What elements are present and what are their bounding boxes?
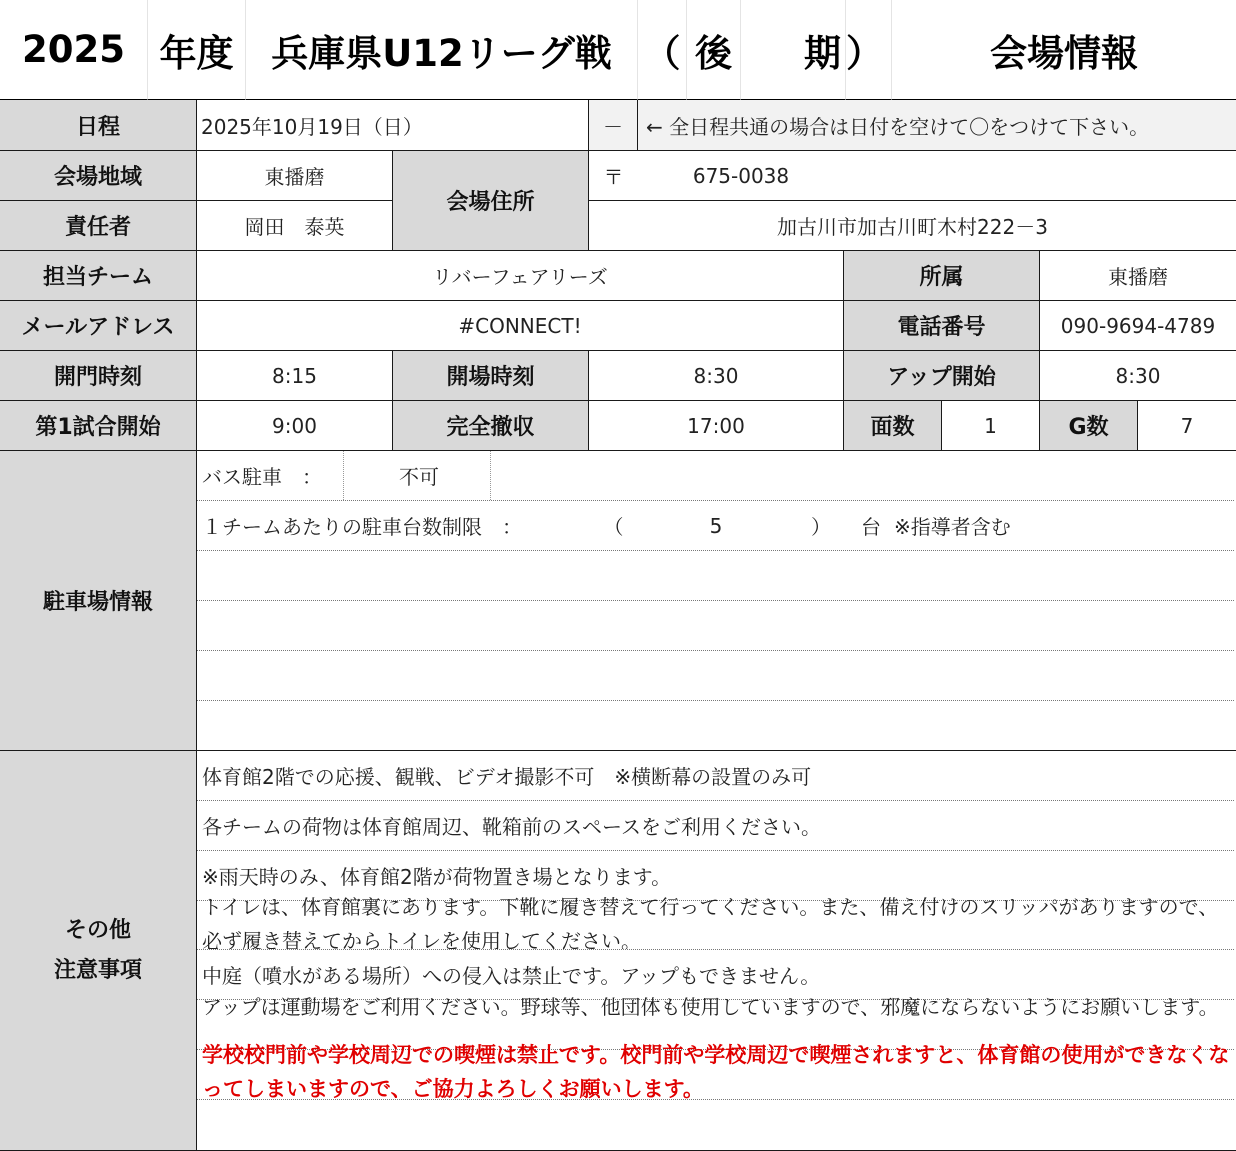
phone-label: 電話番号	[844, 301, 1040, 351]
parking-paren-close: ）	[811, 515, 831, 539]
clear-time-value: 17:00	[589, 401, 844, 451]
schedule-date: 2025年10月19日（日）	[197, 100, 589, 151]
notes-label-line1: その他	[64, 917, 131, 943]
email-value: #CONNECT!	[197, 301, 844, 351]
notes-label-line2: 注意事項	[53, 957, 142, 983]
note-line: アップは運動場をご利用ください。野球等、他団体も使用していますので、邪魔にならないようにお願いします。	[197, 990, 1234, 1050]
title-league: 兵庫県U12リーグ戦	[246, 0, 638, 100]
affiliation-value: 東播磨	[1040, 251, 1236, 301]
courts-value: 1	[942, 401, 1040, 451]
note-line: 各チームの荷物は体育館周辺、靴箱前のスペースをご利用ください。	[197, 801, 1234, 851]
clear-time-label: 完全撤収	[393, 401, 589, 451]
parking-limit-value: 5	[709, 513, 723, 538]
phone-value: 090-9694-4789	[1040, 301, 1236, 351]
schedule-label: 日程	[0, 100, 197, 151]
first-match-label: 第1試合開始	[0, 401, 197, 451]
region-label: 会場地域	[0, 151, 197, 201]
parking-bus-value: 不可	[399, 465, 439, 489]
parking-unit: 台	[861, 515, 881, 539]
note-blank-line	[197, 1100, 1234, 1150]
note-line: 中庭（噴水がある場所）への侵入は禁止です。アップもできません。	[197, 950, 1234, 1000]
note-line-warning: 学校校門前や学校周辺での喫煙は禁止です。校門前や学校周辺で喫煙されますと、体育館の使用ができなくなってしまいますので、ご協力よろしくお願いします。	[197, 1038, 1234, 1100]
postal-code: 675-0038	[638, 151, 844, 201]
manager-value: 岡田 泰英	[197, 201, 393, 251]
postal-blank	[844, 151, 1236, 201]
parking-blank-row	[197, 651, 1234, 701]
parking-bus-label: バス駐車 ：	[202, 465, 322, 489]
schedule-dash: －	[589, 100, 638, 151]
parking-bus-row	[197, 451, 1234, 501]
parking-label: 駐車場情報	[0, 451, 197, 751]
title-year: 2025	[0, 0, 148, 100]
postal-mark: 〒	[589, 151, 638, 201]
title-nendo: 年度	[148, 0, 246, 100]
note-line: ※雨天時のみ、体育館2階が荷物置き場となります。	[197, 851, 1234, 901]
warmup-value: 8:30	[1040, 351, 1236, 401]
gate-time-value: 8:15	[197, 351, 393, 401]
schedule-note: ← 全日程共通の場合は日付を空けて〇をつけて下さい。	[638, 100, 1236, 151]
note-line: トイレは、体育館裏にあります。下靴に履き替えて行ってください。また、備え付けのスリッパがありますので、必ず履き替えてからトイレを使用してください。	[197, 890, 1234, 950]
parking-paren-open: （	[603, 515, 624, 539]
manager-label: 責任者	[0, 201, 197, 251]
affiliation-label: 所属	[844, 251, 1040, 301]
gate-time-label: 開門時刻	[0, 351, 197, 401]
g-count-value: 7	[1138, 401, 1236, 451]
parking-bus-divider	[490, 451, 491, 500]
warmup-label: アップ開始	[844, 351, 1040, 401]
courts-label: 面数	[844, 401, 942, 451]
notes-label	[0, 751, 197, 1151]
first-match-value: 9:00	[197, 401, 393, 451]
parking-limit-row	[197, 501, 1234, 551]
open-time-label: 開場時刻	[393, 351, 589, 401]
parking-limit-note: ※指導者含む	[894, 515, 1011, 539]
team-label: 担当チーム	[0, 251, 197, 301]
title-paren-open: （	[638, 0, 687, 100]
region-value: 東播磨	[197, 151, 393, 201]
parking-blank-row	[197, 551, 1234, 601]
title-half-a: 後	[687, 0, 741, 100]
title-half-b: 期	[741, 0, 846, 100]
email-label: メールアドレス	[0, 301, 197, 351]
address-label: 会場住所	[393, 151, 589, 251]
g-count-label: G数	[1040, 401, 1138, 451]
team-value: リバーフェアリーズ	[197, 251, 844, 301]
title-paren-close: ）	[846, 0, 892, 100]
parking-limit-label: １チームあたりの駐車台数制限 ：	[202, 515, 522, 539]
parking-blank-row	[197, 601, 1234, 651]
note-line: 体育館2階での応援、観戦、ビデオ撮影不可 ※横断幕の設置のみ可	[197, 751, 1234, 801]
address-value: 加古川市加古川町木村222－3	[589, 201, 1236, 251]
parking-bus-divider	[343, 451, 344, 500]
open-time-value: 8:30	[589, 351, 844, 401]
title-venue-info: 会場情報	[892, 0, 1236, 100]
